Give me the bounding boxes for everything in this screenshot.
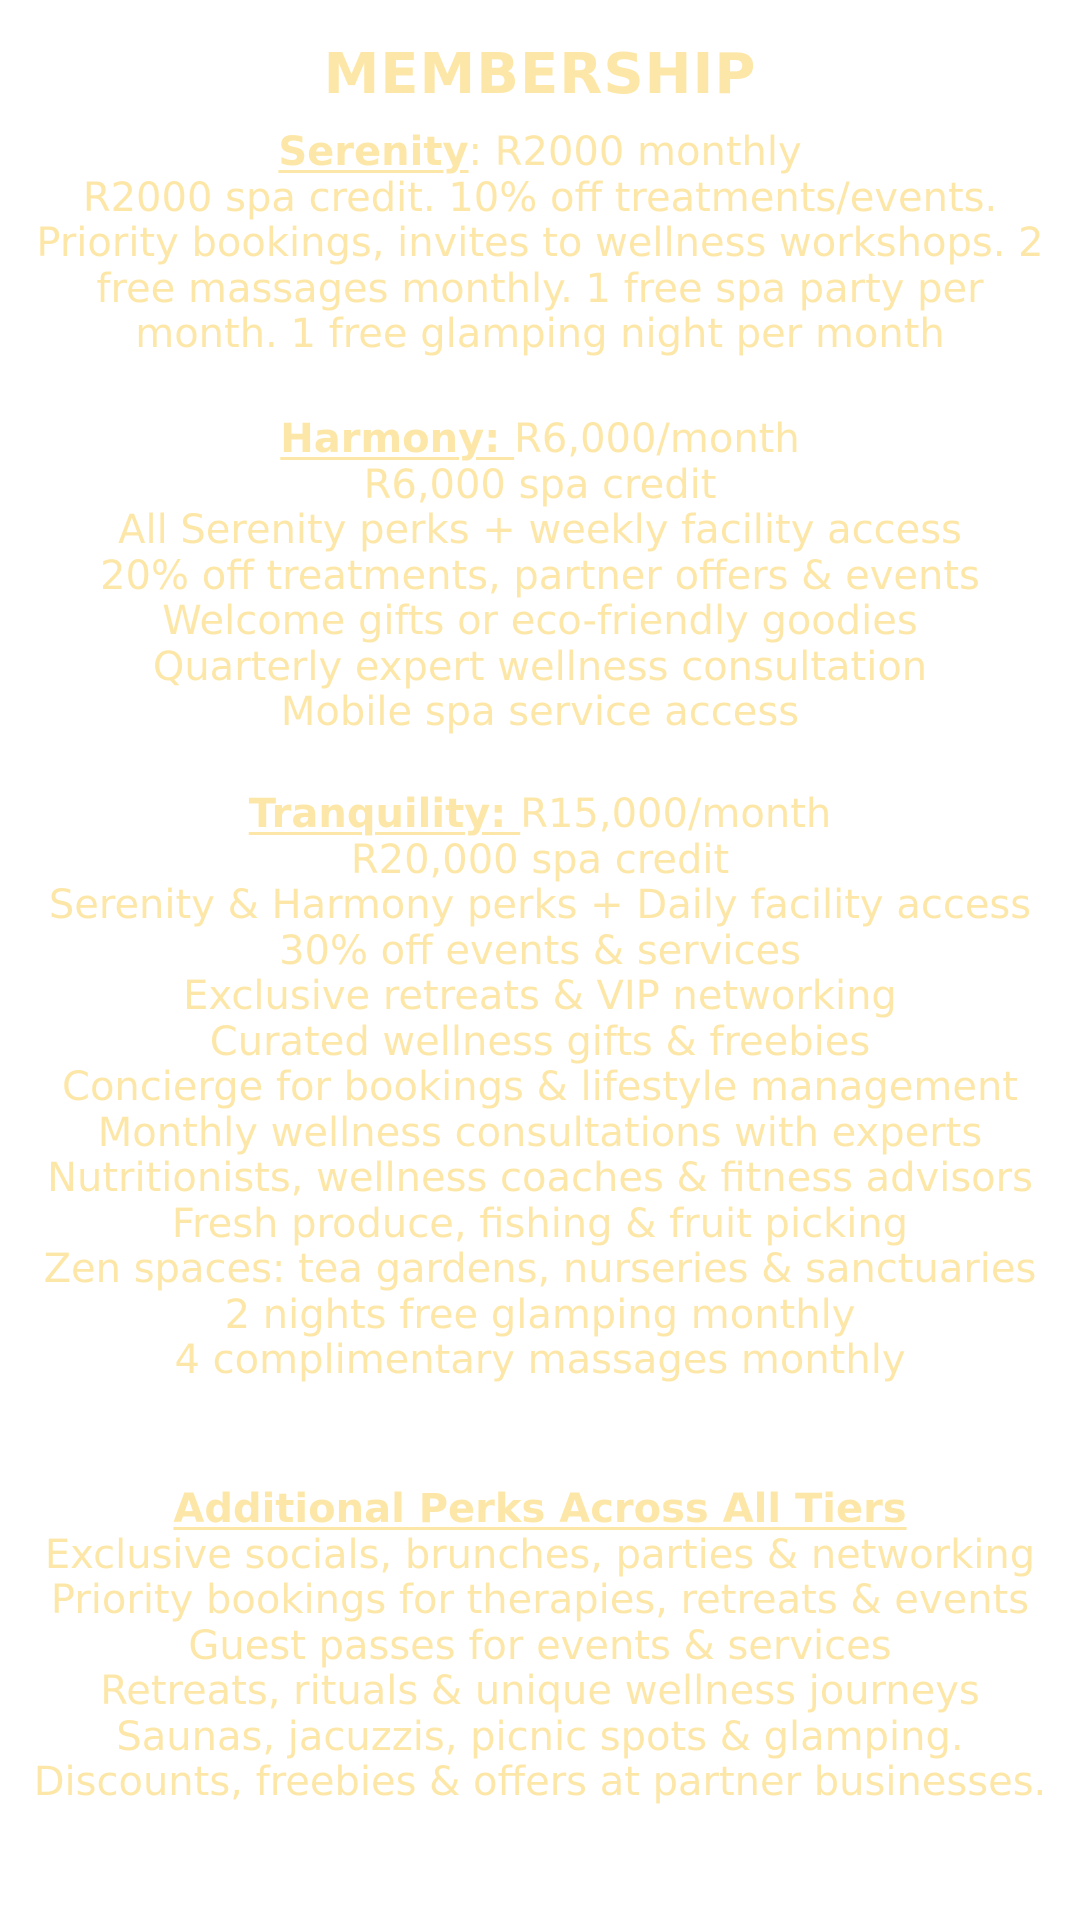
additional-perk-line: Retreats, rituals & unique wellness journeys (100, 1668, 980, 1714)
tier-tranquility-line: R20,000 spa credit (350, 836, 730, 883)
tier-tranquility (0, 792, 1080, 1384)
additional-perk-line: Discounts, freebies & offers at partner businesses. (33, 1759, 1047, 1805)
tier-tranquility-line: Serenity & Harmony perks + Daily facility access (48, 882, 1032, 928)
tier-tranquility-line: Concierge for bookings & lifestyle management (62, 1064, 1018, 1110)
tier-harmony-line: Quarterly expert wellness consultation (152, 643, 928, 690)
tier-serenity-price: : R2000 monthly (468, 129, 802, 175)
tier-harmony-line: Mobile spa service access (280, 689, 800, 735)
tier-harmony-name: Harmony: (280, 416, 515, 462)
tier-serenity-heading (0, 130, 1080, 176)
tier-serenity (0, 130, 1080, 358)
tier-tranquility-line: 30% off events & services (279, 927, 801, 974)
additional-perk-line: Saunas, jacuzzis, picnic spots & glamping. (116, 1713, 964, 1760)
tier-tranquility-line: Zen spaces: tea gardens, nurseries & sanctuaries (43, 1246, 1037, 1292)
tier-serenity-line: R2000 spa credit. 10% off treatments/events. (82, 174, 998, 221)
tier-tranquility-heading (0, 792, 1080, 838)
tier-serenity-line: month. 1 free glamping night per month (135, 311, 945, 357)
tier-harmony-heading (0, 417, 1080, 463)
additional-perks-title: Additional Perks Across All Tiers (173, 1486, 907, 1532)
tier-tranquility-line: 2 nights free glamping monthly (224, 1291, 856, 1338)
tier-harmony-line: Welcome gifts or eco-friendly goodies (162, 598, 918, 644)
tier-tranquility-line: Curated wellness gifts & freebies (209, 1018, 871, 1065)
page-title: MEMBERSHIP (323, 42, 757, 107)
additional-perk-line: Exclusive socials, brunches, parties & networking (44, 1531, 1036, 1578)
tier-harmony-line: All Serenity perks + weekly facility access (118, 507, 962, 553)
tier-serenity-name: Serenity (278, 129, 469, 175)
additional-perks (0, 1487, 1080, 1806)
tier-tranquility-price: R15,000/month (520, 791, 832, 837)
tier-serenity-line: Priority bookings, invites to wellness workshops. 2 (36, 220, 1044, 266)
tier-tranquility-name: Tranquility: (248, 791, 521, 837)
tier-harmony-line: R6,000 spa credit (363, 461, 717, 508)
tier-tranquility-line: Monthly wellness consultations with experts (97, 1109, 983, 1156)
additional-perks-heading (0, 1487, 1080, 1533)
tier-serenity-line: free massages monthly. 1 free spa party per (96, 265, 984, 312)
additional-perk-line: Guest passes for events & services (188, 1622, 892, 1669)
tier-tranquility-line: 4 complimentary massages monthly (174, 1337, 906, 1383)
tier-tranquility-line: Nutritionists, wellness coaches & fitness advisors (47, 1155, 1033, 1201)
tier-harmony (0, 417, 1080, 736)
tier-tranquility-line: Fresh produce, fishing & fruit picking (171, 1200, 909, 1247)
tier-harmony-price: R6,000/month (514, 416, 800, 462)
tier-harmony-line: 20% off treatments, partner offers & events (100, 552, 980, 599)
tier-tranquility-line: Exclusive retreats & VIP networking (183, 973, 897, 1019)
additional-perk-line: Priority bookings for therapies, retreats & events (50, 1577, 1030, 1623)
